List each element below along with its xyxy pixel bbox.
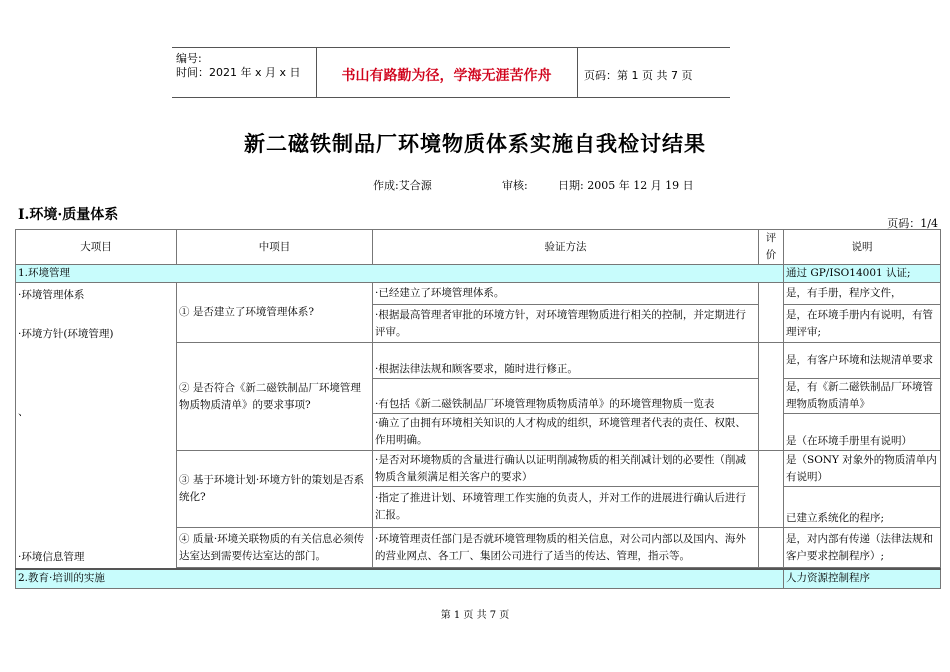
- note: 是，有手册，程序文件，: [784, 283, 941, 305]
- review-table: [15, 229, 941, 589]
- header-note: 说明: [784, 230, 941, 265]
- group-1-label: 1.环境管理: [16, 265, 784, 283]
- page-footer: 第 1 页 共 7 页: [440, 610, 510, 621]
- header-method: 验证方法: [373, 230, 759, 265]
- header-page-label: 页码：第 1 页 共 7 页: [584, 69, 693, 82]
- method: ·有包括《新二磁铁制品厂环境管理物质物质清单》的环境管理物质一览表: [373, 379, 759, 414]
- eval-cell: [759, 528, 784, 568]
- header-motto: 书山有路勤为径，学海无涯苦作舟: [341, 68, 552, 84]
- mid-item: ④ 质量·环境关联物质的有关信息必须传达室达到需要传达室达的部门。: [177, 528, 373, 568]
- mid-item: ② 是否符合《新二磁铁制品厂环境管理物质物质清单》的要求事项?: [177, 343, 373, 451]
- document-title: 新二磁铁制品厂环境物质体系实施自我检讨结果: [244, 131, 706, 156]
- document-header: [172, 47, 730, 98]
- number-label: 编号:: [176, 52, 202, 65]
- header-mid: 中项目: [177, 230, 373, 265]
- section-title: I.环境·质量体系: [18, 207, 119, 223]
- group-2-note: 人力资源控制程序: [784, 569, 941, 588]
- method: ·指定了推进计划、环境管理工作实施的负责人，并对工作的进展进行确认后进行汇报。: [373, 487, 759, 528]
- major-item: 、: [18, 406, 29, 418]
- page-number: 页码：1/4: [887, 217, 938, 230]
- mid-item: ① 是否建立了环境管理体系?: [177, 283, 373, 343]
- time-label: 时间：2021 年 x 月 x 日: [176, 66, 301, 79]
- header-meta: [176, 52, 301, 80]
- reviewer: 审核:: [502, 179, 528, 192]
- note: 是，有《新二磁铁制品厂环境管理物质物质清单》: [784, 379, 941, 414]
- method: ·根据最高管理者审批的环境方针，对环境管理物质进行相关的控制，并定期进行评审。: [373, 305, 759, 343]
- eval-cell: [759, 451, 784, 528]
- method: ·环境管理责任部门是否就环境管理物质的相关信息，对公司内部以及国内、海外的营业网点、各工厂、集团公司进行了适当的传达、管理，指示等。: [373, 528, 759, 568]
- header-major: 大项目: [16, 230, 177, 265]
- note: 是，对内部有传递（法律法规和客户要求控制程序）;: [784, 528, 941, 568]
- mid-item: ③ 基于环境计划·环境方针的策划是否系统化?: [177, 451, 373, 528]
- header-eval: 评价: [759, 230, 784, 265]
- note: 是（SONY 对象外的物质清单内有说明）: [784, 451, 941, 487]
- method: ·是否对环境物质的含量进行确认以证明削减物质的相关削减计划的必要性（削减物质含量须满足相关客户的要求）: [373, 451, 759, 487]
- eval-cell: [759, 283, 784, 343]
- group-1-note: 通过 GP/ISO14001 认证;: [784, 265, 941, 283]
- major-item: ·环境管理体系: [18, 289, 85, 301]
- date: 日期: 2005 年 12 月 19 日: [558, 179, 694, 192]
- method: ·确立了由拥有环境相关知识的人才构成的组织，环境管理者代表的责任、权限、作用明确。: [373, 414, 759, 451]
- group-2-label: 2.教育·培训的实施: [16, 569, 784, 588]
- note: 已建立系统化的程序;: [784, 487, 941, 528]
- note: 是，有客户环境和法规清单要求: [784, 343, 941, 379]
- major-items-cell: [16, 283, 177, 570]
- major-item: ·环境方针(环境管理): [18, 328, 114, 340]
- note: 是，在环境手册内有说明，有管理评审;: [784, 305, 941, 343]
- note: 是（在环境手册里有说明）: [784, 414, 941, 451]
- method: ·已经建立了环境管理体系。: [373, 283, 759, 305]
- author: 作成:艾合源: [373, 179, 432, 192]
- method: ·根据法律法规和顾客要求，随时进行修正。: [373, 343, 759, 379]
- eval-cell: [759, 343, 784, 451]
- major-item: ·环境信息管理: [18, 551, 85, 563]
